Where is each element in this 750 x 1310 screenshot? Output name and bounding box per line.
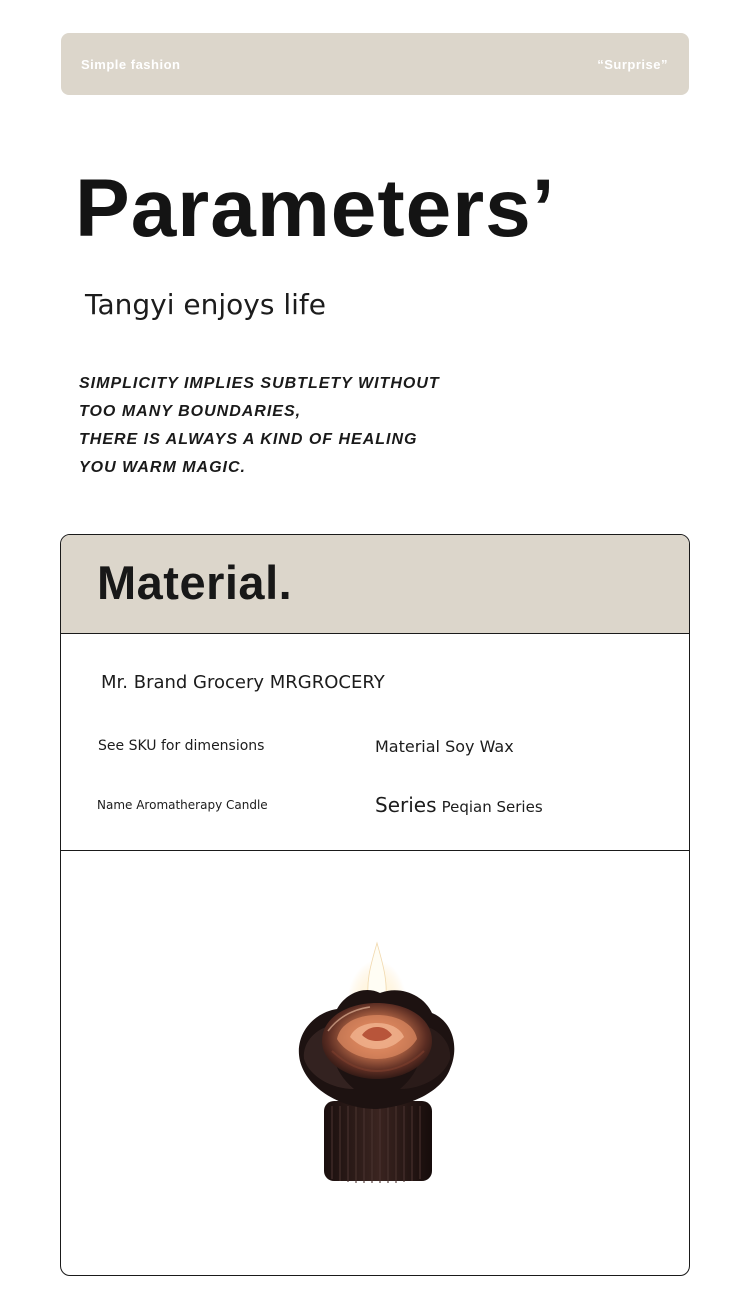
- brand-line: Mr. Brand Grocery MRGROCERY: [101, 672, 385, 693]
- material-card: [60, 534, 690, 1276]
- slogan-block: [79, 370, 440, 482]
- spec-name: Name Aromatherapy Candle: [97, 798, 268, 812]
- card-divider: [61, 850, 689, 851]
- page-subtitle: Tangyi enjoys life: [85, 288, 326, 321]
- slogan-line: SIMPLICITY IMPLIES SUBTLETY WITHOUT: [79, 375, 440, 392]
- material-title: Material.: [97, 556, 293, 609]
- spec-dimensions: See SKU for dimensions: [98, 738, 265, 754]
- banner-left-label: Simple fashion: [81, 57, 181, 72]
- banner-right-label: “Surprise”: [597, 57, 668, 72]
- slogan-line: THERE IS ALWAYS A KIND OF HEALING: [79, 431, 418, 448]
- spec-material: Material Soy Wax: [375, 737, 514, 756]
- candle-image: [292, 941, 462, 1191]
- material-header: [61, 535, 689, 634]
- spec-series: [375, 793, 543, 817]
- slogan-line: YOU WARM MAGIC.: [79, 459, 246, 476]
- page-title: Parameters’: [75, 163, 556, 254]
- series-key: Series: [375, 793, 437, 817]
- slogan-line: TOO MANY BOUNDARIES,: [79, 403, 302, 420]
- top-banner: [61, 33, 689, 95]
- series-value: Peqian Series: [441, 798, 543, 816]
